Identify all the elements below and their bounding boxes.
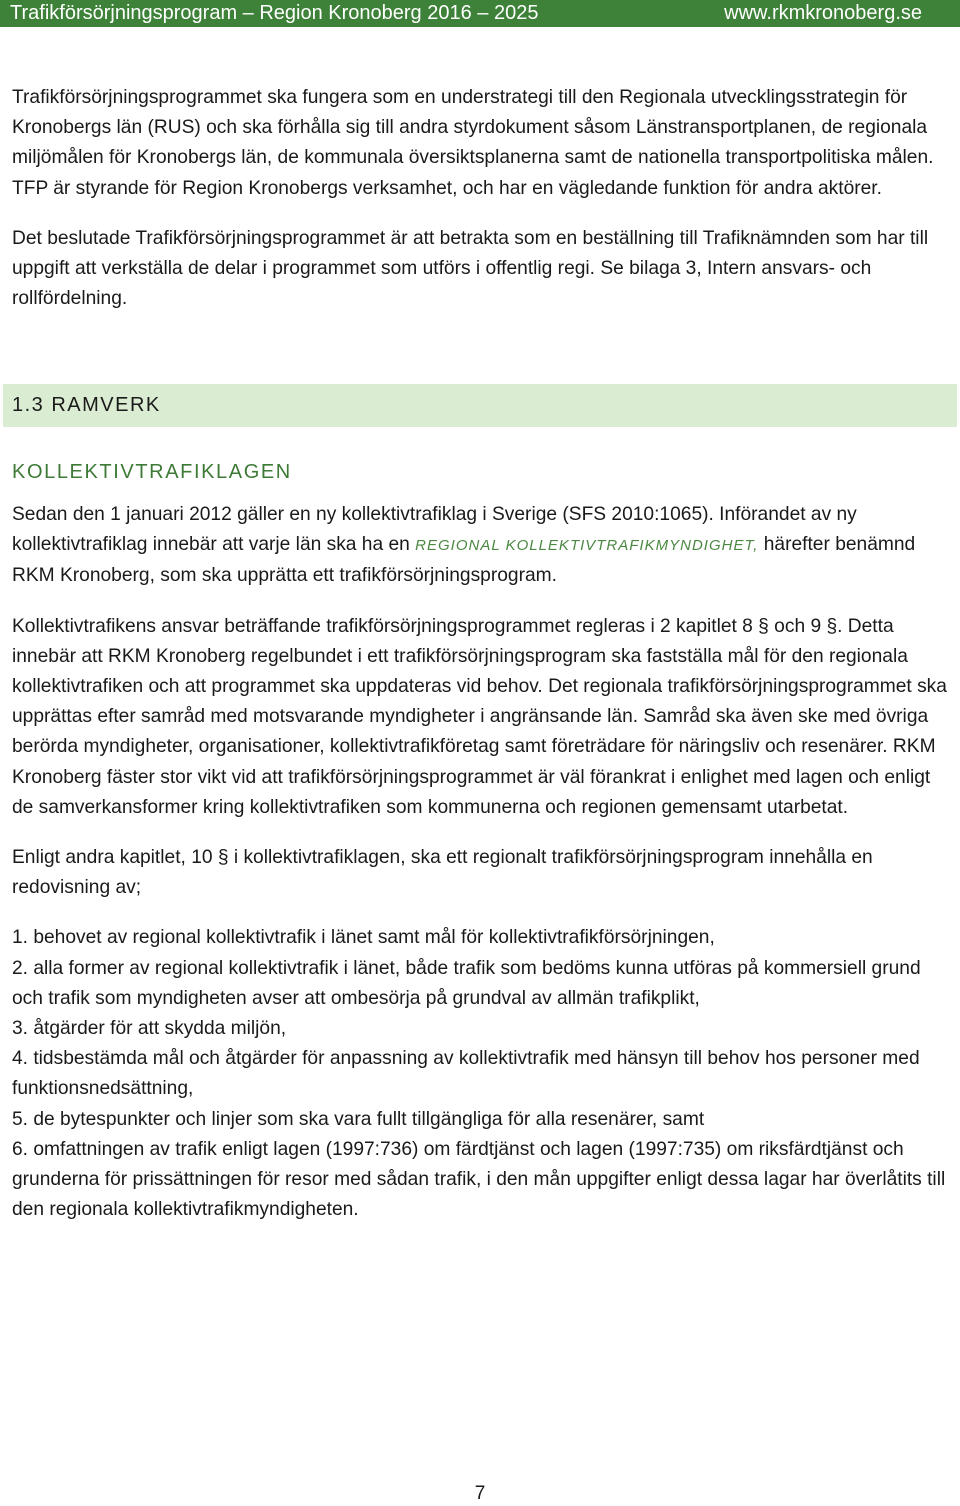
- body-paragraph-3: [12, 500, 947, 592]
- list-item: 5. de bytespunkter och linjer som ska vara fullt tillgängliga för alla resenärer, samt: [12, 1108, 705, 1130]
- page-number: 7: [474, 1483, 486, 1504]
- list-item: 1. behovet av regional kollektivtrafik i länet samt mål för kollektivtrafikförsörjningen,: [12, 927, 715, 949]
- intro-paragraph-2: Det beslutade Trafikförsörjningsprogrammet är att betrakta som en beställning till Trafiknämnden som har till uppgift att verkställa de delar i programmet som utförs i offentlig regi. Se bilaga 3, Intern ansvars- och rollfördelning.: [12, 227, 929, 310]
- intro-paragraph-1: Trafikförsörjningsprogrammet ska fungera som en understrategi till den Regionala utvecklingsstrategin för Kronobergs län (RUS) och ska förhålla sig till andra styrdokument såsom Länstransportplanen, de regionala miljömålen för Kronobergs län, de kommunala översiktsplanerna samt de nationella transportpolitiska målen. TFP är styrande för Region Kronobergs verksamhet, och har en vägledande funktion för andra aktörer.: [12, 87, 934, 199]
- subsection-heading: KOLLEKTIVTRAFIKLAGEN: [12, 461, 292, 483]
- list-item: 3. åtgärder för att skydda miljön,: [12, 1018, 287, 1040]
- document-title: Trafikförsörjningsprogram – Region Kronoberg 2016 – 2025: [10, 2, 539, 24]
- paragraph-3-text-a: Sedan den 1 januari 2012 gäller en ny kollektivtrafiklag i Sverige (SFS 2010:1065). Införandet av ny kollektivtrafiklag innebär att varje län ska ha en: [12, 504, 857, 556]
- list-item: 6. omfattningen av trafik enligt lagen (1997:736) om färdtjänst och lagen (1997:735) om riksfärdtjänst och grunderna för prissättningen för resor med sådan trafik, i den mån uppgifter enligt dessa lagar har överlåtits till den regionala kollektivtrafikmyndigheten.: [12, 1138, 946, 1221]
- paragraph-3-text-b: härefter benämnd RKM Kronoberg, som ska upprätta ett trafikförsörjningsprogram.: [12, 534, 916, 587]
- list-item: 4. tidsbestämda mål och åtgärder för anpassning av kollektivtrafik med hänsyn till behov hos personer med funktionsnedsättning,: [12, 1048, 920, 1100]
- list-item: 2. alla former av regional kollektivtrafik i länet, både trafik som bedöms kunna utföras på kommersiell grund och trafik som myndigheten avser att ombesörja på grundval av allmän trafikplikt,: [12, 957, 921, 1009]
- header-bar: [0, 0, 960, 27]
- body-section: [12, 500, 947, 1225]
- requirements-list: [12, 923, 947, 1225]
- body-paragraph-5: Enligt andra kapitlet, 10 § i kollektivtrafiklagen, ska ett regionalt trafikförsörjningsprogram innehålla en redovisning av;: [12, 847, 873, 899]
- body-paragraph-4: Kollektivtrafikens ansvar beträffande trafikförsörjningsprogrammet regleras i 2 kapitlet 8 § och 9 §. Detta innebär att RKM Kronoberg regelbundet i ett trafikförsörjningsprogram ska fastställa mål för den regionala kollektivtrafiken och att programmet ska uppdateras vid behov. Det regionala trafikförsörjningsprogrammet ska upprättas efter samråd med motsvarande myndigheter i angränsande län. Samråd ska även ske med övriga berörda myndigheter, organisationer, kollektivtrafikföretag samt företrädare för näringsliv och resenärer. RKM Kronoberg fäster stor vikt vid att trafikförsörjningsprogrammet är väl förankrat i enlighet med lagen och enligt de samverkansformer kring kollektivtrafiken som kommunerna och regionen gemensamt utarbetat.: [12, 615, 947, 818]
- section-heading: 1.3 RAMVERK: [12, 394, 161, 416]
- intro-section: [12, 83, 947, 349]
- website-link[interactable]: www.rkmkronoberg.se: [724, 2, 922, 24]
- regional-authority-term: REGIONAL KOLLEKTIVTRAFIKMYNDIGHET,: [415, 537, 759, 555]
